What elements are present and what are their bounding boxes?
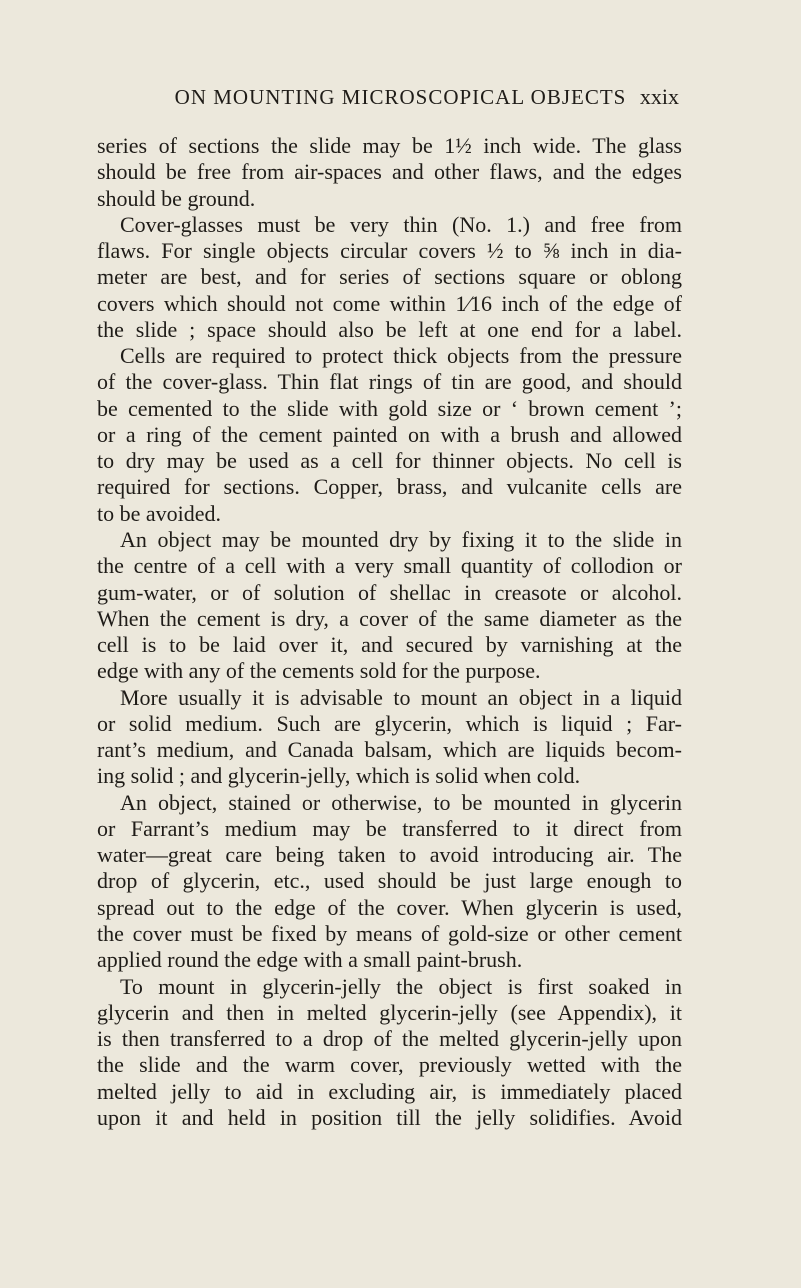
text-line: flaws. For single objects circular covers ½ to ⅝ inch in dia- [97,238,682,264]
text-line: More usually it is advisable to mount an object in a liquid [120,684,682,710]
body-text [97,133,682,1131]
text-line: should be free from air-spaces and other flaws, and the edges [97,159,682,185]
text-line: to dry may be used as a cell for thinner objects. No cell is [97,448,682,474]
text-line: edge with any of the cements sold for the purpose. [97,658,541,684]
text-line: the cover must be fixed by means of gold-size or other cement [97,920,682,946]
text-line: spread out to the edge of the cover. When glycerin is used, [97,894,682,920]
text-line: drop of glycerin, etc., used should be just large enough to [97,868,682,894]
text-line: the slide ; space should also be left at one end for a label. [97,316,682,342]
text-line: required for sections. Copper, brass, and vulcanite cells are [97,474,682,500]
text-line: Cells are required to protect thick objects from the pressure [120,343,682,369]
text-line: or Farrant’s medium may be transferred to it direct from [97,815,682,841]
text-line: cell is to be laid over it, and secured by varnishing at the [97,632,682,658]
text-line: the slide and the warm cover, previously wetted with the [97,1052,682,1078]
text-line: water—great care being taken to avoid introducing air. The [97,842,682,868]
text-line: series of sections the slide may be 1½ inch wide. The glass [97,133,682,158]
text-line: When the cement is dry, a cover of the same diameter as the [97,605,682,631]
text-line: upon it and held in position till the jelly solidifies. Avoid [97,1104,682,1130]
text-line: To mount in glycerin-jelly the object is first soaked in [120,973,682,999]
text-line: or a ring of the cement painted on with a brush and allowed [97,421,682,447]
text-line: meter are best, and for series of sections square or oblong [97,264,682,290]
page-number: xxix [639,84,679,109]
text-line: or solid medium. Such are glycerin, which is liquid ; Far- [97,710,682,736]
text-line: be cemented to the slide with gold size or ‘ brown cement ’; [97,395,682,421]
text-line: rant’s medium, and Canada balsam, which are liquids becom- [97,737,682,763]
text-line: Cover-glasses must be very thin (No. 1.) and free from [120,211,682,237]
text-line: applied round the edge with a small paint-brush. [97,947,523,973]
text-line: covers which should not come within 1⁄16 inch of the edge of [97,290,682,316]
text-line: to be avoided. [97,500,222,526]
text-line: melted jelly to aid in excluding air, is immediately placed [97,1078,682,1104]
text-line: An object, stained or otherwise, to be mounted in glycerin [120,789,682,815]
text-line: should be ground. [97,185,256,211]
text-line: of the cover-glass. Thin flat rings of tin are good, and should [97,369,682,395]
running-title: ON MOUNTING MICROSCOPICAL OBJECTS [174,85,627,109]
text-line: ing solid ; and glycerin-jelly, which is solid when cold. [97,763,581,789]
text-line: An object may be mounted dry by fixing it to the slide in [120,526,682,552]
text-line: is then transferred to a drop of the melted glycerin-jelly upon [97,1026,682,1052]
text-line: the centre of a cell with a very small quantity of collodion or [97,553,682,579]
page-header [0,80,801,114]
text-line: gum-water, or of solution of shellac in creasote or alcohol. [97,579,682,605]
text-line: glycerin and then in melted glycerin-jelly (see Appendix), it [97,999,682,1025]
